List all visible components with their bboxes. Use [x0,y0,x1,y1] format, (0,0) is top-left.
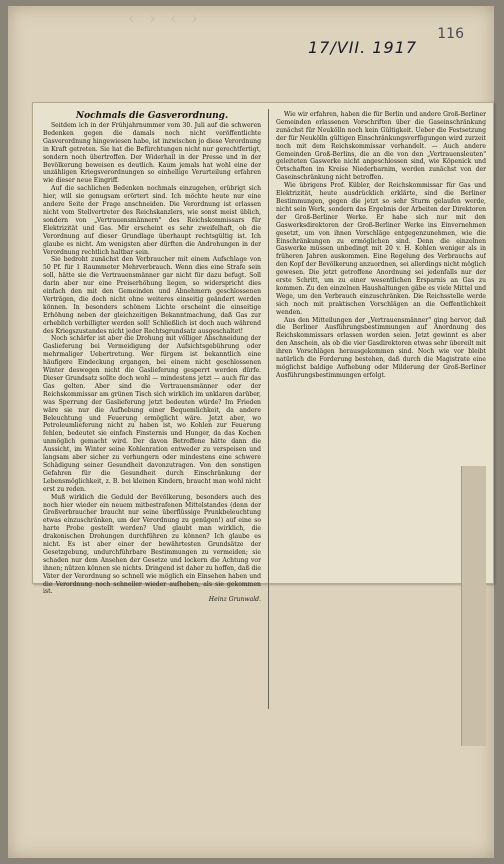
show-through-text: ‹ › ‹ › [128,8,202,29]
paragraph: Seitdem ich in der Frühjahrnummer vom 30. Juli auf die schweren Bedenken gegen die damals noch nicht veröffentlichte Gasverordnung hingewiesen habe, ist inzwischen jo diese Verordnung in Kraft getreten. Sie hat die Befürchtungen nicht nur gerechtfertigt, sondern noch übertroffen. Der Widerhall in der Presse und in der Bevölkerung beweisen es deutlich. Kaum jemals hat wohl eine der unzähligen Kriegsverordnungen so einhellige Verurteilung erfahren wie dieser neue Eingriff. [43,122,261,185]
paragraph: Muß wirklich die Geduld der Bevölkerung, besonders auch des noch hier wieder ein neuem mitbestrafenen Mittelstandes (denn der Großverbraucher braucht nur seine überflüssige Prunkbeleuchtung etwas einzuschränken, um der Verordnung zu genügen!) auf eine so harte Probe gestellt werden? Und glaubt man wirklich, die drakonischen Drohungen durchführen zu können? Ich glaube es nicht. Es ist aber einer der bewährtesten Grundsätze der Gesetzgebung, undurchführbare Bestimmungen zu vermeiden; sie schaden nur dem Ansehen der Gesetze und lockern die Achtung vor ihnen; nützen können sie nichts. Dringend ist daher zu hoffen, daß die Väter der Verordnung so schnell wie möglich ein Einsehen haben und die Verordnung noch schneller wieder aufheben, als sie gekommen ist. [43,493,261,596]
paragraph: Auf die sachlichen Bedenken nochmals einzugehen, erübrigt sich hier, will sie genugsam erörtert sind. Ich möchte heute nur eine andere Seite der Frage anschneiden. Die Verordnung ist erlassen nicht vom Stellvertreter des Reichskanzlers, wie sonst meist üblich, sondern von „Vertrauensmännern" des Reichskommissars für Elektrizität und Gas. Mir erscheint es sehr zweifelhaft, ob die Verordnung auf dieser Grundlage überhaupt rechtsgültig ist. Ich glaube es nicht. Am wenigsten aber dürften die Androhungen in der Verordnung rechtlich haltbar sein. [43,185,261,256]
left-column [43,111,261,711]
page-number: 116 [437,26,464,42]
paragraph: Noch schärfer ist aber die Drohung mit völliger Abschneidung der Gaslieferung bei Vermeidigung der Aufsichtsgebührung oder mehrmaliger Uebertretung. Wer fürgem ist bekanntlich eine häufigere Eindeckung ergangen, bei einem nicht geschlossenen Winter deswegen nicht die Gaslieferung gesperrt werden dürfe. Dieser Grundsatz sollte doch wohl — mindestens jetzt — auch für das Gas gelten. Aber sind die Vertrauensmänner oder der Reichskommissar am grünen Tisch sich wirklich im unklaren darüber, was Sperrung der Gaslieferung jetzt bedeuten würde? Im Frieden wäre sie nur die Aufhebung einer Bequemlichkeit, da andere Beleuchtung und Feuerung ermöglicht wäre. Jetzt aber, wo Petroleumlieferung nicht zu haben ist, wo Kohlen zur Feuerung fehlen, bedeutet sie einfach Finsternis und Hunger, da das Kochen unmöglich gemacht wird. Der davon Betroffene hätte dann die Aussicht, im Winter seine Kohlenration entweder zu verspeisen und langsam aber sicher zu verhungern oder mindestens eine schwere Schädigung seiner Gesundheit davonzutragen. Von den sonstigen Gefahren für die Gesundheit durch Einschränkung der Lebensmöglichkeit, z. B. bei kleinen Kindern, braucht man wohl nicht erst zu reden. [43,335,261,493]
right-column [276,111,486,411]
archive-sheet [8,6,494,858]
column-divider [268,109,269,709]
newspaper-clipping [32,102,494,604]
paragraph: Aus den Mitteilungen der „Vertrauensmänner" ging hervor, daß die Berliner Ausführungsbestimmungen auf Anordnung des Reichskommissars erlassen worden seien. Jetzt gewinnt es aber den Anschein, als ob die vier Gasdirektoren etwas sehr übereilt mit ihren Vorschlägen herausgekommen sind. Noch wie vor bleibt natürlich die Forderung bestehen, daß durch die Magistrate eine möglichst baldige Aufhebung oder Milderung der Groß-Berliner Ausführungsbestimmungen erfolgt. [276,316,486,379]
paper-edge-strip [461,466,486,746]
handwritten-date: 17/VII. 1917 [308,38,418,57]
paragraph: Wie übrigens Prof. Kübler, der Reichskommissar für Gas und Elektrizität, heute ausdrücklich erklärte, sind die Berliner Bestimmungen, gegen die jetzt so sehr Sturm gelaufen werde, nicht sein Werk, sondern das Ergebnis der Arbeiten der Direktoren der Groß-Berliner Werke. Er habe sich nur mit den Gaswerksdirektoren der Groß-Berliner Werke ins Einvernehmen gesetzt, um von ihnen Vorschläge entgegenzunehmen, wie die Einschränkungen zu ermöglichen sind. Denn die einzelnen Gaswerke müssen unbedingt mit 20 v. H. Kohlen weniger als in früheren Jahren auskommen. Eine Regelung des Verbrauchs auf den Kopf der Bevölkerung anzuordnen, sei allerdings nicht möglich gewesen. Die jetzt getroffene Anordnung sei jedenfalls nur der erste Schritt, um zu einer wesentlichen Ersparnis an Gas zu kommen. Zu den einzelnen Haushaltungen gäbe es viele Mittel und Wege, um den Verbrauch einzuschränken. Die Reichsstelle werde sich noch mit praktischen Vorschlägen an die Oeffentlichkeit wenden. [276,182,486,316]
article-title: Nochmals die Gasverordnung. [75,111,229,121]
paragraph: Sie bedroht zunächst den Verbraucher mit einem Aufschlage von 50 Pf. für 1 Raummeter Mehrverbrauch. Wenn dies eine Strafe sein soll, hätte sie die Vertrauensmänner gar nicht für dazu befugt. Soll darin aber nur eine Preiserhöhung liegen, so widerspricht dies einfach den mit den Gemeinden und Abnehmern geschlossenen Verträgen, die doch nicht ohne weiteres einseitig geändert werden können. In besonders schönem Lichte erscheint die einseitige Erhöhung neben der gleichzeitigen Bekanntmachung, daß Gas zur erheblich verbilligter werden soll! Schließlich ist doch auch während des Kriegszustandes nicht jeder Rechtsgrundsatz ausgeschaltet! [43,256,261,335]
author-signature: Heinz Grunwald. [208,596,261,604]
paragraph: Wie wir erfahren, haben die für Berlin und andere Groß-Berliner Gemeinden erlassenen Vorschriften über die Gaseinschränkung zunächst für Neukölln noch kein Gültigkeit. Ueber die Festsetzung der für Neukölln gültigen Einschränkungsverfügungen wird zurzeit noch mit dem Reichskommissar verhandelt. — Auch andere Gemeinden Groß-Berlins, die an die von den „Vertrauensleuten" geleiteten Gaswerke nicht angeschlossen sind, wie Köpenick und Ortschaften im Kreise Niederbarnim, werden zunächst von der Gaseinschränkung nicht betroffen. [276,111,486,182]
